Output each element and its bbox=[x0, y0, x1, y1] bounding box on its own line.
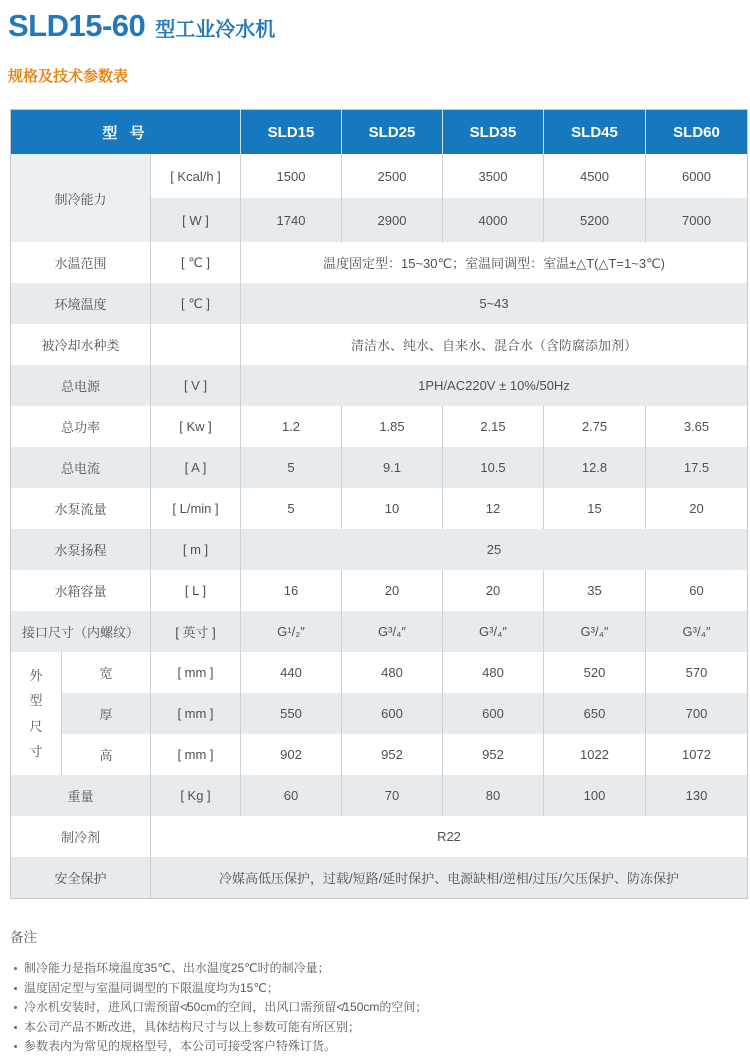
bullet-icon bbox=[14, 1045, 17, 1048]
column-header-sld25: SLD25 bbox=[342, 110, 443, 155]
value-cell: 902 bbox=[241, 734, 342, 775]
notes-list bbox=[10, 959, 750, 1057]
value-cell: 6000 bbox=[646, 154, 748, 198]
column-header-sld45: SLD45 bbox=[544, 110, 646, 155]
row-label-power-supply: 总电源 bbox=[11, 365, 151, 406]
value-cell: 80 bbox=[443, 775, 544, 816]
value-cell: 17.5 bbox=[646, 447, 748, 488]
value-cell: 2500 bbox=[342, 154, 443, 198]
note-text: 温度固定型与室温同调型的下限温度均为15℃； bbox=[24, 980, 279, 995]
value-cell: 1072 bbox=[646, 734, 748, 775]
value-cell: 1500 bbox=[241, 154, 342, 198]
value-cell: 952 bbox=[443, 734, 544, 775]
bullet-icon bbox=[14, 967, 17, 970]
value-cell: 2.15 bbox=[443, 406, 544, 447]
value-cell: 7000 bbox=[646, 198, 748, 242]
unit-cell: [ mm ] bbox=[151, 693, 241, 734]
value-cell: 650 bbox=[544, 693, 646, 734]
value-cell: 70 bbox=[342, 775, 443, 816]
row-label-refrigerant: 制冷剂 bbox=[11, 816, 151, 857]
row-label-total-current: 总电流 bbox=[11, 447, 151, 488]
note-text: 本公司产品不断改进，具体结构尺寸与以上参数可能有所区别； bbox=[24, 1019, 361, 1034]
value-cell: 700 bbox=[646, 693, 748, 734]
section-subtitle: 规格及技术参数表 bbox=[8, 68, 129, 85]
value-cell: 12.8 bbox=[544, 447, 646, 488]
value-cell: 10.5 bbox=[443, 447, 544, 488]
value-cell: 1.85 bbox=[342, 406, 443, 447]
note-text: 冷水机安装时，进风口需预留≮50cm的空间，出风口需预留≮150cm的空间； bbox=[24, 1000, 428, 1014]
value-cell: 12 bbox=[443, 488, 544, 529]
span-value-cell: 1PH/AC220V ± 10%/50Hz bbox=[241, 365, 748, 406]
value-cell: G¹/₂″ bbox=[241, 611, 342, 652]
column-header-sld60: SLD60 bbox=[646, 110, 748, 155]
product-model-title: SLD15-60 bbox=[8, 8, 146, 43]
value-cell: 480 bbox=[443, 652, 544, 693]
header-row bbox=[11, 110, 748, 155]
note-text: 参数表内为常见的规格型号，本公司可接受客户特殊订货。 bbox=[24, 1039, 337, 1053]
value-cell: 20 bbox=[646, 488, 748, 529]
sub-label-height: 高 bbox=[62, 734, 151, 775]
column-header-sld15: SLD15 bbox=[241, 110, 342, 155]
span-value-cell: 清洁水、纯水、自来水、混合水（含防腐添加剂） bbox=[241, 324, 748, 365]
model-column-header: 型 号 bbox=[11, 110, 241, 155]
value-cell: 60 bbox=[241, 775, 342, 816]
column-header-sld35: SLD35 bbox=[443, 110, 544, 155]
row-dimension-width bbox=[11, 652, 748, 693]
unit-cell: [ 英寸 ] bbox=[151, 611, 241, 652]
value-cell: 4000 bbox=[443, 198, 544, 242]
value-cell: 3.65 bbox=[646, 406, 748, 447]
unit-cell: [ A ] bbox=[151, 447, 241, 488]
value-cell: 4500 bbox=[544, 154, 646, 198]
row-safety-protection bbox=[11, 857, 748, 899]
value-cell: 550 bbox=[241, 693, 342, 734]
note-text: 制冷能力是指环境温度35℃、出水温度25℃时的制冷量； bbox=[24, 961, 330, 975]
row-label-safety-protection: 安全保护 bbox=[11, 857, 151, 899]
value-cell: 1740 bbox=[241, 198, 342, 242]
value-cell: G³/₄″ bbox=[544, 611, 646, 652]
value-cell: 20 bbox=[443, 570, 544, 611]
row-dimension-height bbox=[11, 734, 748, 775]
unit-cell: [ mm ] bbox=[151, 734, 241, 775]
row-label-total-power: 总功率 bbox=[11, 406, 151, 447]
unit-cell bbox=[151, 324, 241, 365]
product-type-title: 型工业冷水机 bbox=[155, 19, 276, 41]
value-cell: 440 bbox=[241, 652, 342, 693]
unit-cell: [ V ] bbox=[151, 365, 241, 406]
bullet-icon bbox=[14, 987, 17, 990]
value-cell: 5200 bbox=[544, 198, 646, 242]
value-cell: 952 bbox=[342, 734, 443, 775]
value-cell: 130 bbox=[646, 775, 748, 816]
span-value-cell: 温度固定型：15~30℃；室温同调型：室温±△T(△T=1~3℃) bbox=[241, 242, 748, 283]
notes-section bbox=[10, 926, 750, 1057]
row-dimension-depth bbox=[11, 693, 748, 734]
value-cell: 100 bbox=[544, 775, 646, 816]
row-weight bbox=[11, 775, 748, 816]
value-cell: 570 bbox=[646, 652, 748, 693]
row-water-temp-range bbox=[11, 242, 748, 283]
row-total-current bbox=[11, 447, 748, 488]
unit-cell: [ ℃ ] bbox=[151, 242, 241, 283]
span-value-cell: 25 bbox=[241, 529, 748, 570]
unit-cell: [ L/min ] bbox=[151, 488, 241, 529]
row-label-tank-capacity: 水箱容量 bbox=[11, 570, 151, 611]
span-value-cell: R22 bbox=[151, 816, 748, 857]
unit-cell: [ Kcal/h ] bbox=[151, 154, 241, 198]
row-cooling-kcal bbox=[11, 154, 748, 198]
unit-cell: [ mm ] bbox=[151, 652, 241, 693]
unit-cell: [ Kg ] bbox=[151, 775, 241, 816]
row-label-water-temp-range: 水温范围 bbox=[11, 242, 151, 283]
value-cell: 5 bbox=[241, 488, 342, 529]
notes-heading: 备注 bbox=[10, 930, 37, 945]
value-cell: 1.2 bbox=[241, 406, 342, 447]
unit-cell: [ W ] bbox=[151, 198, 241, 242]
bullet-icon bbox=[14, 1006, 17, 1009]
unit-cell: [ Kw ] bbox=[151, 406, 241, 447]
note-item bbox=[10, 1037, 750, 1057]
unit-cell: [ ℃ ] bbox=[151, 283, 241, 324]
note-item bbox=[10, 959, 750, 979]
row-fitting-size bbox=[11, 611, 748, 652]
value-cell: 60 bbox=[646, 570, 748, 611]
note-item bbox=[10, 979, 750, 999]
value-cell: 3500 bbox=[443, 154, 544, 198]
value-cell: 600 bbox=[443, 693, 544, 734]
note-item bbox=[10, 1018, 750, 1038]
row-ambient-temp bbox=[11, 283, 748, 324]
sub-label-width: 宽 bbox=[62, 652, 151, 693]
row-label-pump-head: 水泵扬程 bbox=[11, 529, 151, 570]
bullet-icon bbox=[14, 1026, 17, 1029]
row-label-weight: 重量 bbox=[11, 775, 151, 816]
unit-cell: [ m ] bbox=[151, 529, 241, 570]
row-pump-flow bbox=[11, 488, 748, 529]
value-cell: 2900 bbox=[342, 198, 443, 242]
value-cell: 16 bbox=[241, 570, 342, 611]
row-refrigerant bbox=[11, 816, 748, 857]
value-cell: G³/₄″ bbox=[646, 611, 748, 652]
row-tank-capacity bbox=[11, 570, 748, 611]
value-cell: 15 bbox=[544, 488, 646, 529]
value-cell: G³/₄″ bbox=[443, 611, 544, 652]
spec-table bbox=[10, 109, 748, 899]
value-cell: 520 bbox=[544, 652, 646, 693]
value-cell: 9.1 bbox=[342, 447, 443, 488]
note-item bbox=[10, 998, 750, 1018]
row-label-cooling-capacity: 制冷能力 bbox=[11, 154, 151, 242]
row-label-pump-flow: 水泵流量 bbox=[11, 488, 151, 529]
unit-cell: [ L ] bbox=[151, 570, 241, 611]
row-cooled-water-types bbox=[11, 324, 748, 365]
span-value-cell: 冷媒高低压保护，过载/短路/延时保护、电源缺相/逆相/过压/欠压保护、防冻保护 bbox=[151, 857, 748, 899]
value-cell: 480 bbox=[342, 652, 443, 693]
value-cell: G³/₄″ bbox=[342, 611, 443, 652]
row-label-fitting-size: 接口尺寸（内螺纹） bbox=[11, 611, 151, 652]
row-label-outer-dimensions bbox=[11, 652, 62, 775]
vertical-label-text: 外型尺寸 bbox=[29, 667, 43, 759]
row-label-ambient-temp: 环境温度 bbox=[11, 283, 151, 324]
value-cell: 1022 bbox=[544, 734, 646, 775]
page-title bbox=[8, 8, 750, 44]
row-pump-head bbox=[11, 529, 748, 570]
sub-label-depth: 厚 bbox=[62, 693, 151, 734]
value-cell: 600 bbox=[342, 693, 443, 734]
row-total-power bbox=[11, 406, 748, 447]
value-cell: 2.75 bbox=[544, 406, 646, 447]
value-cell: 35 bbox=[544, 570, 646, 611]
row-power-supply bbox=[11, 365, 748, 406]
value-cell: 5 bbox=[241, 447, 342, 488]
row-label-cooled-water-types: 被冷却水种类 bbox=[11, 324, 151, 365]
value-cell: 10 bbox=[342, 488, 443, 529]
span-value-cell: 5~43 bbox=[241, 283, 748, 324]
value-cell: 20 bbox=[342, 570, 443, 611]
